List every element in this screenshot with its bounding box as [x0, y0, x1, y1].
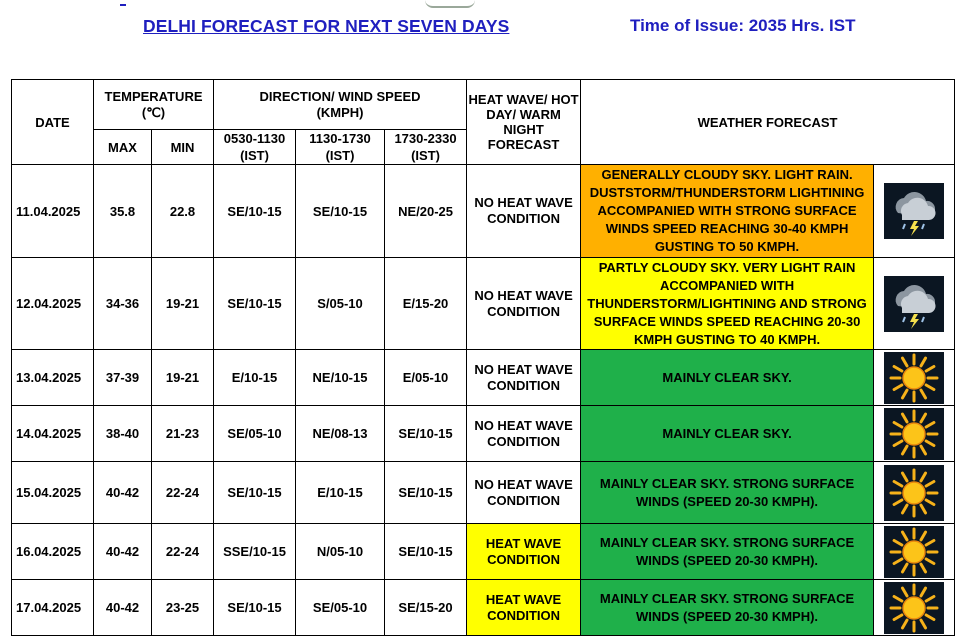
header-wind-label: DIRECTION/ WIND SPEED: [259, 88, 421, 104]
forecast-text-cell: GENERALLY CLOUDY SKY. LIGHT RAIN. DUSTSTORM/THUNDERSTORM LIGHTINING ACCOMPANIED WITH STRONG SURFACE WINDS SPEED REACHING 30-40 KMPH GUSTING TO 50 KMPH.: [581, 165, 874, 258]
forecast-table: [11, 79, 955, 636]
heatwave-cell: NO HEAT WAVE CONDITION: [467, 258, 581, 350]
wind-slot-1-cell: SE/10-15: [214, 462, 296, 524]
forecast-text-cell: MAINLY CLEAR SKY. STRONG SURFACE WINDS (SPEED 20-30 KMPH).: [581, 580, 874, 636]
wind-slot-3-cell: E/05-10: [385, 350, 467, 406]
sun-icon: [884, 408, 944, 460]
heatwave-cell: HEAT WAVE CONDITION: [467, 524, 581, 580]
header-wind-unit: (KMPH): [316, 104, 364, 120]
thunderstorm-icon: [884, 276, 944, 332]
header-temperature-label: TEMPERATURE: [104, 88, 203, 104]
weather-icon-cell: [874, 406, 955, 462]
date-cell: 16.04.2025: [12, 524, 94, 580]
wind-slot-1-cell: SE/10-15: [214, 580, 296, 636]
min-temp-cell: 19-21: [152, 350, 214, 406]
table-row: [12, 462, 955, 524]
min-temp-cell: 21-23: [152, 406, 214, 462]
table-row: [12, 350, 955, 406]
wind-slot-2-cell: NE/08-13: [296, 406, 385, 462]
date-cell: 17.04.2025: [12, 580, 94, 636]
slot-2-zone: (IST): [325, 148, 355, 163]
sun-icon: [884, 352, 944, 404]
header-min: MIN: [152, 130, 214, 165]
forecast-rows: [12, 165, 955, 636]
min-temp-cell: 22.8: [152, 165, 214, 258]
max-temp-cell: 40-42: [94, 524, 152, 580]
wind-slot-3-cell: E/15-20: [385, 258, 467, 350]
slot-3-time: 1730-2330: [394, 131, 457, 146]
forecast-text-cell: MAINLY CLEAR SKY.: [581, 406, 874, 462]
min-temp-cell: 22-24: [152, 524, 214, 580]
max-temp-cell: 40-42: [94, 580, 152, 636]
slot-3-zone: (IST): [411, 148, 440, 163]
forecast-text-cell: MAINLY CLEAR SKY.: [581, 350, 874, 406]
date-cell: 15.04.2025: [12, 462, 94, 524]
header-slot-3: [385, 130, 467, 165]
sun-icon: [884, 582, 944, 634]
heatwave-cell: NO HEAT WAVE CONDITION: [467, 165, 581, 258]
weather-icon-cell: [874, 524, 955, 580]
max-temp-cell: 35.8: [94, 165, 152, 258]
wind-slot-3-cell: SE/10-15: [385, 524, 467, 580]
wind-slot-3-cell: SE/15-20: [385, 580, 467, 636]
header-slot-1: [214, 130, 296, 165]
date-cell: 14.04.2025: [12, 406, 94, 462]
header-max: MAX: [94, 130, 152, 165]
slot-1-time: 0530-1130: [223, 131, 286, 146]
wind-slot-2-cell: E/10-15: [296, 462, 385, 524]
header-wind: [214, 80, 467, 130]
page-title: DELHI FORECAST FOR NEXT SEVEN DAYS: [143, 16, 510, 36]
forecast-text-cell: PARTLY CLOUDY SKY. VERY LIGHT RAIN ACCOMPANIED WITH THUNDERSTORM/LIGHTINING AND STRONG SURFACE WINDS SPEED REACHING 20-30 KMPH GUSTING TO 40 KMPH.: [581, 258, 874, 350]
wind-slot-2-cell: N/05-10: [296, 524, 385, 580]
thunderstorm-icon: [884, 183, 944, 239]
slot-2-time: 1130-1730: [309, 131, 371, 146]
sun-icon: [884, 526, 944, 578]
table-row: [12, 406, 955, 462]
table-row: [12, 165, 955, 258]
heatwave-cell: HEAT WAVE CONDITION: [467, 580, 581, 636]
forecast-text-cell: MAINLY CLEAR SKY. STRONG SURFACE WINDS (SPEED 20-30 KMPH).: [581, 462, 874, 524]
wind-slot-2-cell: SE/05-10: [296, 580, 385, 636]
table-row: [12, 258, 955, 350]
wind-slot-2-cell: S/05-10: [296, 258, 385, 350]
table-row: [12, 524, 955, 580]
weather-icon-cell: [874, 462, 955, 524]
issue-time: Time of Issue: 2035 Hrs. IST: [630, 16, 856, 35]
slot-1-zone: (IST): [240, 148, 269, 163]
header-date: DATE: [12, 80, 94, 165]
wind-slot-3-cell: SE/10-15: [385, 406, 467, 462]
header-row-1: [12, 80, 955, 130]
wind-slot-1-cell: E/10-15: [214, 350, 296, 406]
date-cell: 12.04.2025: [12, 258, 94, 350]
wind-slot-3-cell: NE/20-25: [385, 165, 467, 258]
wind-slot-1-cell: SE/10-15: [214, 165, 296, 258]
max-temp-cell: 37-39: [94, 350, 152, 406]
min-temp-cell: 22-24: [152, 462, 214, 524]
forecast-text-cell: MAINLY CLEAR SKY. STRONG SURFACE WINDS (SPEED 20-30 KMPH).: [581, 524, 874, 580]
max-temp-cell: 34-36: [94, 258, 152, 350]
header-heatwave: HEAT WAVE/ HOT DAY/ WARM NIGHT FORECAST: [467, 80, 581, 165]
max-temp-cell: 40-42: [94, 462, 152, 524]
wind-slot-2-cell: NE/10-15: [296, 350, 385, 406]
header-weather-forecast: WEATHER FORECAST: [581, 80, 955, 165]
heatwave-cell: NO HEAT WAVE CONDITION: [467, 406, 581, 462]
wind-slot-3-cell: SE/10-15: [385, 462, 467, 524]
wind-slot-1-cell: SSE/10-15: [214, 524, 296, 580]
table-row: [12, 580, 955, 636]
min-temp-cell: 19-21: [152, 258, 214, 350]
wind-slot-2-cell: SE/10-15: [296, 165, 385, 258]
header-temperature-unit: (℃): [141, 104, 166, 120]
wind-slot-1-cell: SE/10-15: [214, 258, 296, 350]
weather-icon-cell: [874, 350, 955, 406]
max-temp-cell: 38-40: [94, 406, 152, 462]
logo-fragment: [425, 0, 475, 8]
weather-icon-cell: [874, 165, 955, 258]
date-cell: 13.04.2025: [12, 350, 94, 406]
header-slot-2: [296, 130, 385, 165]
heatwave-cell: NO HEAT WAVE CONDITION: [467, 462, 581, 524]
weather-icon-cell: [874, 580, 955, 636]
min-temp-cell: 23-25: [152, 580, 214, 636]
date-cell: 11.04.2025: [12, 165, 94, 258]
header-temperature: [94, 80, 214, 130]
header-tick-mark: [120, 4, 126, 6]
weather-icon-cell: [874, 258, 955, 350]
heatwave-cell: NO HEAT WAVE CONDITION: [467, 350, 581, 406]
wind-slot-1-cell: SE/05-10: [214, 406, 296, 462]
sun-icon: [884, 465, 944, 521]
